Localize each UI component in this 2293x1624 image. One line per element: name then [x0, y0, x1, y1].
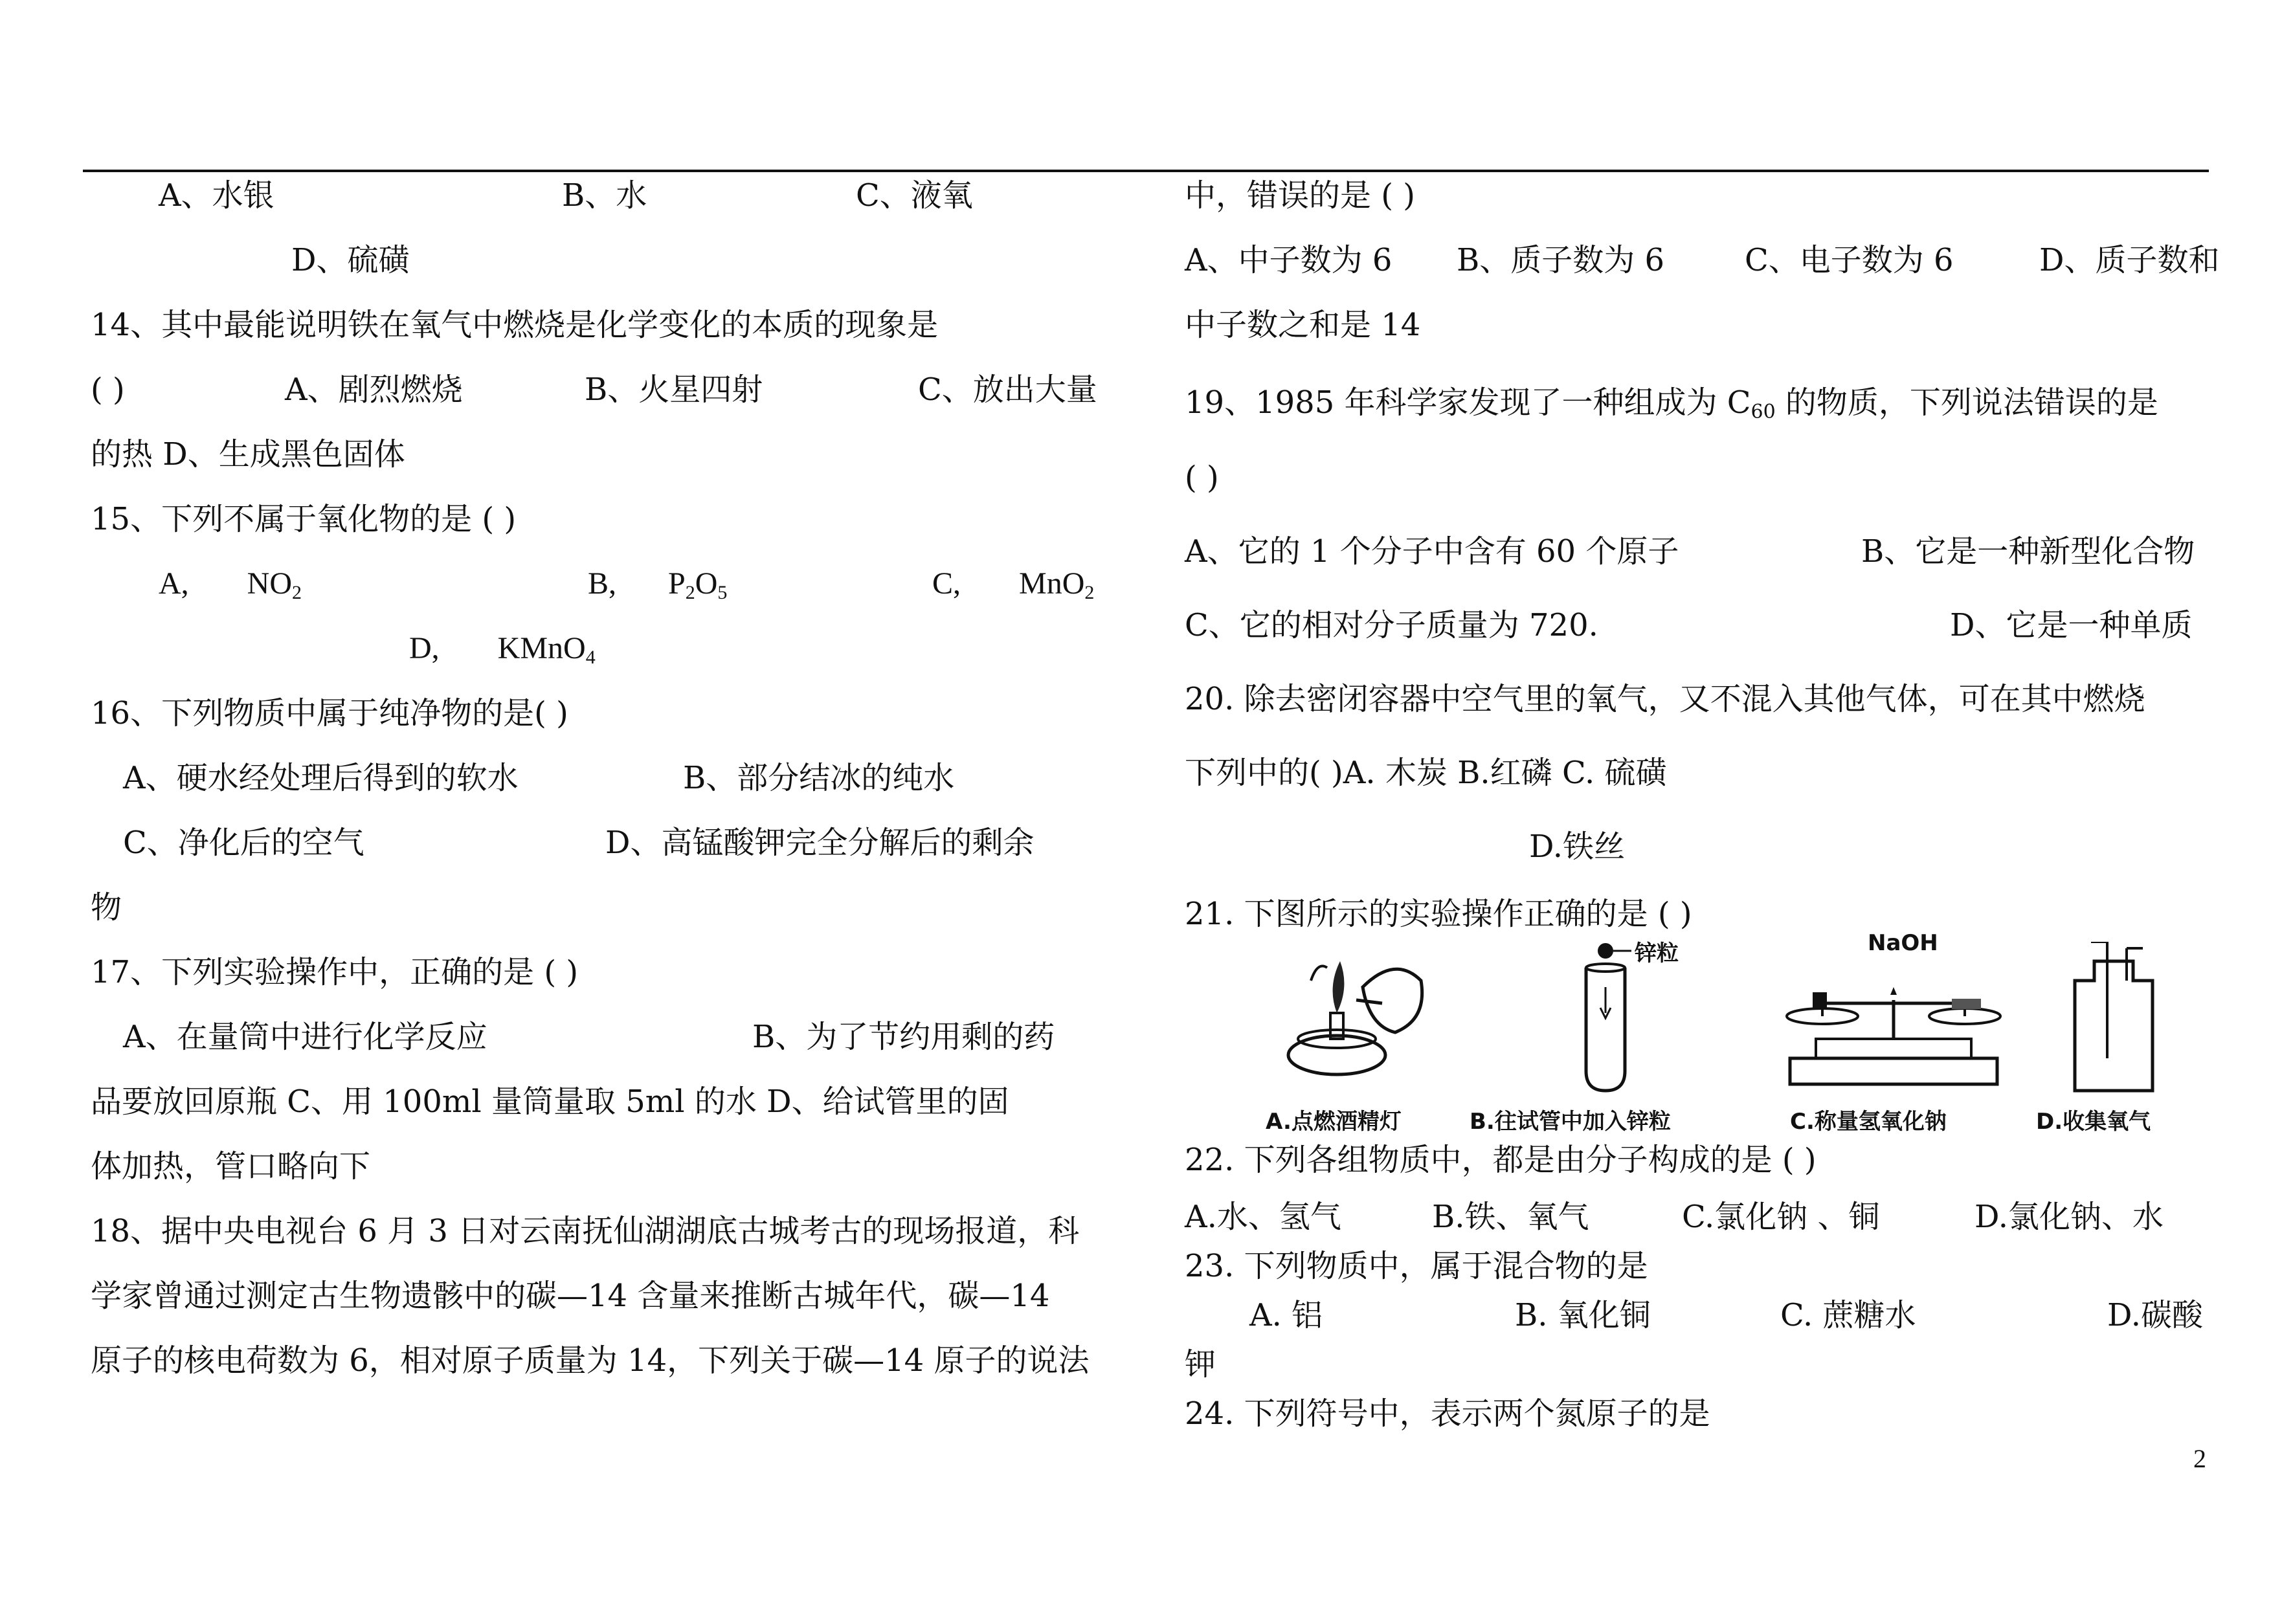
- q14-line3: 的热 D、生成黑色固体: [91, 436, 405, 473]
- gas-collection-bottle-icon: [2030, 942, 2198, 1097]
- q24-stem: 24. 下列符号中，表示两个氮原子的是: [1185, 1396, 1710, 1432]
- q19-stem: 19、1985 年科学家发现了一种组成为 $C_{60}$ 的物质，下列说法错误的是: [1185, 384, 2158, 423]
- q22-option-a: A.水、氢气: [1185, 1199, 1341, 1235]
- q21-figure-b: [1470, 942, 1728, 1136]
- q17-line4: 体加热，管口略向下: [91, 1148, 371, 1185]
- q14-option-b: B、火星四射: [585, 372, 763, 408]
- q18-line1: 18、据中央电视台 6 月 3 日对云南抚仙湖湖底古城考古的现场报道，科: [91, 1213, 1080, 1249]
- q16-option-d: D、高锰酸钾完全分解后的剩余: [605, 825, 1035, 861]
- q13-option-a: A、水银: [159, 177, 274, 214]
- q15-option-b: B, $P_2O_5$: [588, 566, 728, 603]
- page-number: 2: [2193, 1444, 2206, 1473]
- q22-option-b: B.铁、氧气: [1432, 1199, 1589, 1235]
- q21-figure-c-caption: C.称量氢氧化钠: [1790, 1109, 1947, 1135]
- q20-line2: 下列中的( )A. 木炭 B.红磷 C. 硫磺: [1185, 755, 1667, 791]
- q23-option-d: D.碳酸: [2107, 1297, 2204, 1333]
- q21-figure-a: [1266, 942, 1447, 1136]
- q15-stem: 15、下列不属于氧化物的是 ( ): [91, 501, 517, 537]
- q17-line3: 品要放回原瓶 C、用 100ml 量筒量取 5ml 的水 D、给试管里的固: [91, 1084, 1009, 1120]
- q18-option-d: D、质子数和: [2039, 242, 2220, 278]
- q21-figure-d-caption: D.收集氧气: [2036, 1109, 2151, 1135]
- q23-option-b: B. 氧化铜: [1515, 1297, 1651, 1333]
- q18-option-c: C、电子数为 6: [1745, 242, 1954, 278]
- q21-figure-c-tag: NaOH: [1868, 930, 1938, 956]
- q22-option-c: C.氯化钠 、铜: [1682, 1199, 1880, 1235]
- q23-option-a: A. 铝: [1249, 1297, 1323, 1333]
- q21-figure-a-caption: A.点燃酒精灯: [1266, 1109, 1402, 1135]
- q16-option-b: B、部分结冰的纯水: [683, 760, 955, 796]
- q14-option-c: C、放出大量: [918, 372, 1097, 408]
- q16-option-a: A、硬水经处理后得到的软水: [123, 760, 519, 796]
- q17-option-b: B、为了节约用剩的药: [752, 1019, 1055, 1055]
- q14-stem: 14、其中最能说明铁在氧气中燃烧是化学变化的本质的现象是: [91, 307, 939, 343]
- q23-stem: 23. 下列物质中，属于混合物的是: [1185, 1248, 1648, 1284]
- q19-option-d: D、它是一种单质: [1950, 607, 2193, 643]
- q18-option-b: B、质子数为 6: [1457, 242, 1665, 278]
- q18-line3: 原子的核电荷数为 6，相对原子质量为 14，下列关于碳—14 原子的说法: [91, 1342, 1090, 1379]
- header-rule: [83, 170, 2209, 172]
- q21-stem: 21. 下图所示的实验操作正确的是 ( ): [1185, 896, 1692, 932]
- q19-option-c: C、它的相对分子质量为 720.: [1185, 607, 1598, 643]
- q16-option-d-cont: 物: [91, 889, 122, 926]
- q23-option-c: C. 蔗糖水: [1780, 1297, 1916, 1333]
- q18-continued: 中，错误的是 ( ): [1185, 177, 1415, 214]
- q18-option-d-cont: 中子数之和是 14: [1185, 307, 1421, 343]
- q17-stem: 17、下列实验操作中，正确的是 ( ): [91, 954, 579, 990]
- q13-option-d: D、硫磺: [291, 242, 410, 278]
- q15-option-d: D, KMnO$_4$: [409, 631, 596, 668]
- q15-option-c: C, MnO$_2$: [932, 566, 1095, 603]
- q23-option-d-cont: 钾: [1185, 1346, 1216, 1383]
- q15-option-a: A, $NO_2$: [159, 566, 302, 603]
- q22-stem: 22. 下列各组物质中，都是由分子构成的是 ( ): [1185, 1142, 1817, 1178]
- q21-figure-b-tag: 锌粒: [1635, 940, 1679, 966]
- q20-stem: 20. 除去密闭容器中空气里的氧气，又不混入其他气体，可在其中燃烧: [1185, 681, 2145, 717]
- q21-figure-d: [2030, 942, 2198, 1136]
- q22-option-d: D.氯化钠、水: [1974, 1199, 2164, 1235]
- q16-option-c: C、净化后的空气: [123, 825, 364, 861]
- q18-line2: 学家曾通过测定古生物遗骸中的碳—14 含量来推断古城年代，碳—14: [91, 1278, 1050, 1314]
- q14-paren: ( ): [91, 372, 125, 408]
- q13-option-b: B、水: [562, 177, 647, 214]
- q14-option-a: A、剧烈燃烧: [285, 372, 463, 408]
- q20-option-d: D.铁丝: [1529, 829, 1626, 865]
- test-tube-icon: [1470, 942, 1728, 1097]
- q19-option-b: B、它是一种新型化合物: [1861, 533, 2195, 570]
- alcohol-lamp-icon: [1266, 942, 1447, 1097]
- q21-figure-c: [1777, 930, 2023, 1136]
- q19-option-a: A、它的 1 个分子中含有 60 个原子: [1185, 533, 1679, 570]
- q19-paren: ( ): [1185, 460, 1219, 496]
- q18-option-a: A、中子数为 6: [1185, 242, 1393, 278]
- balance-scale-icon: [1777, 942, 2023, 1097]
- q21-figure-b-caption: B.往试管中加入锌粒: [1470, 1109, 1671, 1135]
- q16-stem: 16、下列物质中属于纯净物的是( ): [91, 695, 568, 731]
- q13-option-c: C、液氧: [856, 177, 973, 214]
- q17-option-a: A、在量筒中进行化学反应: [123, 1019, 487, 1055]
